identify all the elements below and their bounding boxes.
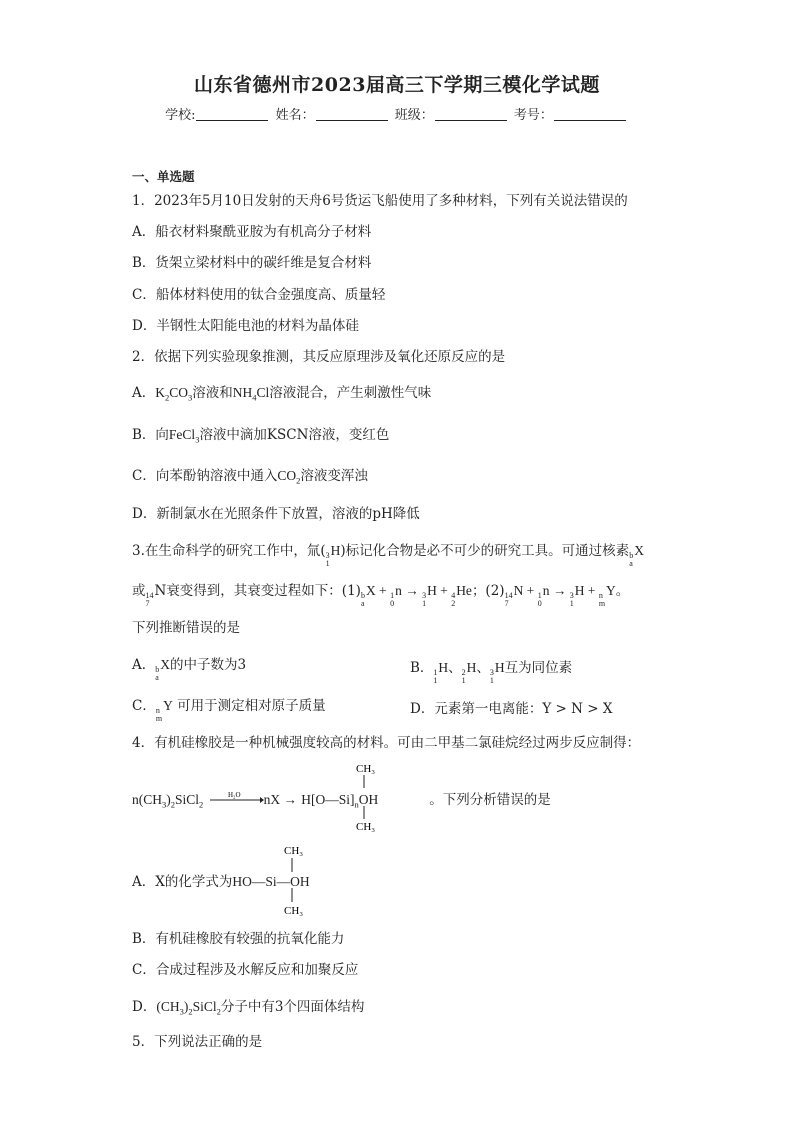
q2-option-b: B．向FeCl$_3$溶液中滴加KSCN溶液，变红色 <box>132 427 390 445</box>
q4-option-b: B．有机硅橡胶有较强的抗氧化能力 <box>132 931 345 947</box>
class-blank[interactable] <box>435 108 507 121</box>
q1-stem: 1．2023年5月10日发射的天舟6号货运飞船使用了多种材料，下列有关说法错误的 <box>132 193 628 209</box>
q4-reaction: $n(CH_3)_2SiCl_2$ H₂O nX → $H[O—Si]_nOH$ 。下列分析错误的是 <box>132 791 551 810</box>
q1-option-b: B．货架立梁材料中的碳纤维是复合材料 <box>132 255 372 271</box>
q4-option-c: C．合成过程涉及水解反应和加聚反应 <box>132 962 359 978</box>
q5-stem: 5．下列说法正确的是 <box>132 1034 263 1050</box>
number-label: 考号： <box>513 108 553 123</box>
q1-option-a: A．船衣材料聚酰亚胺为有机高分子材料 <box>132 224 372 240</box>
x-structure <box>284 842 334 916</box>
q2-option-d: D．新制氯水在光照条件下放置，溶液的pH降低 <box>132 506 420 522</box>
reaction-arrow-icon <box>208 790 264 806</box>
name-blank[interactable] <box>316 108 388 121</box>
q4-option-a: A．X的化学式为HO—Si—OH <box>132 874 310 890</box>
svg-text:CH₃: CH₃ <box>356 821 376 832</box>
school-blank[interactable] <box>196 108 268 121</box>
q2-stem: 2．依据下列实验现象推测，其反应原理涉及氧化还原反应的是 <box>132 349 506 365</box>
q4-option-d: D．$(CH_3)_2SiCl_2$分子中有3个四面体结构 <box>132 999 365 1017</box>
student-info-line <box>0 104 794 123</box>
svg-text:CH₃: CH₃ <box>284 905 304 916</box>
name-label: 姓名： <box>275 108 315 123</box>
q3-ask: 下列推断错误的是 <box>132 620 240 636</box>
q3-option-b: B． 1 1 H、 2 1 H、 3 1 H互为同位素 <box>410 660 573 685</box>
class-label: 班级： <box>394 108 434 123</box>
q3-decay-line: 或 14 7 N衰变得到，其衰变过程如下：(1) b a X + 1 0 n → 3 1 H + 4 2 He；(2) 14 7 N + 1 0 n → 3 1 H + n m Y。 <box>132 583 630 608</box>
svg-text:CH₃: CH₃ <box>284 845 304 857</box>
q3-option-c: C． n m Y 可用于测定相对原子质量 <box>132 698 326 723</box>
section-heading: 一、单选题 <box>132 169 195 184</box>
svg-text:H₂O: H₂O <box>227 791 241 799</box>
silicone-polymer-structure <box>326 760 406 832</box>
q4-stem: 4．有机硅橡胶是一种机械强度较高的材料。可由二甲基二氯硅烷经过两步反应制得： <box>132 735 641 751</box>
school-label: 学校: <box>165 108 196 123</box>
q2-option-a: A．$K_2CO_3$溶液和$NH_4Cl$溶液混合，产生刺激性气味 <box>132 385 432 403</box>
q3-option-a: A． b a X的中子数为3 <box>132 657 247 682</box>
svg-text:CH₃: CH₃ <box>356 763 376 775</box>
number-blank[interactable] <box>554 108 626 121</box>
q2-option-c: C．向苯酚钠溶液中通入$CO_2$溶液变浑浊 <box>132 468 368 486</box>
page-title: 山东省德州市2023届高三下学期三模化学试题 <box>194 74 600 96</box>
q1-option-d: D．半钢性太阳能电池的材料为晶体硅 <box>132 318 359 334</box>
q1-option-c: C．船体材料使用的钛合金强度高、质量轻 <box>132 287 386 303</box>
q3-option-d: D．元素第一电离能：Y > N > X <box>410 701 613 717</box>
q3-stem: 3.在生命科学的研究工作中，氚( 3 1 H)标记化合物是必不可少的研究工具。可通过核素 b a X <box>132 543 644 568</box>
